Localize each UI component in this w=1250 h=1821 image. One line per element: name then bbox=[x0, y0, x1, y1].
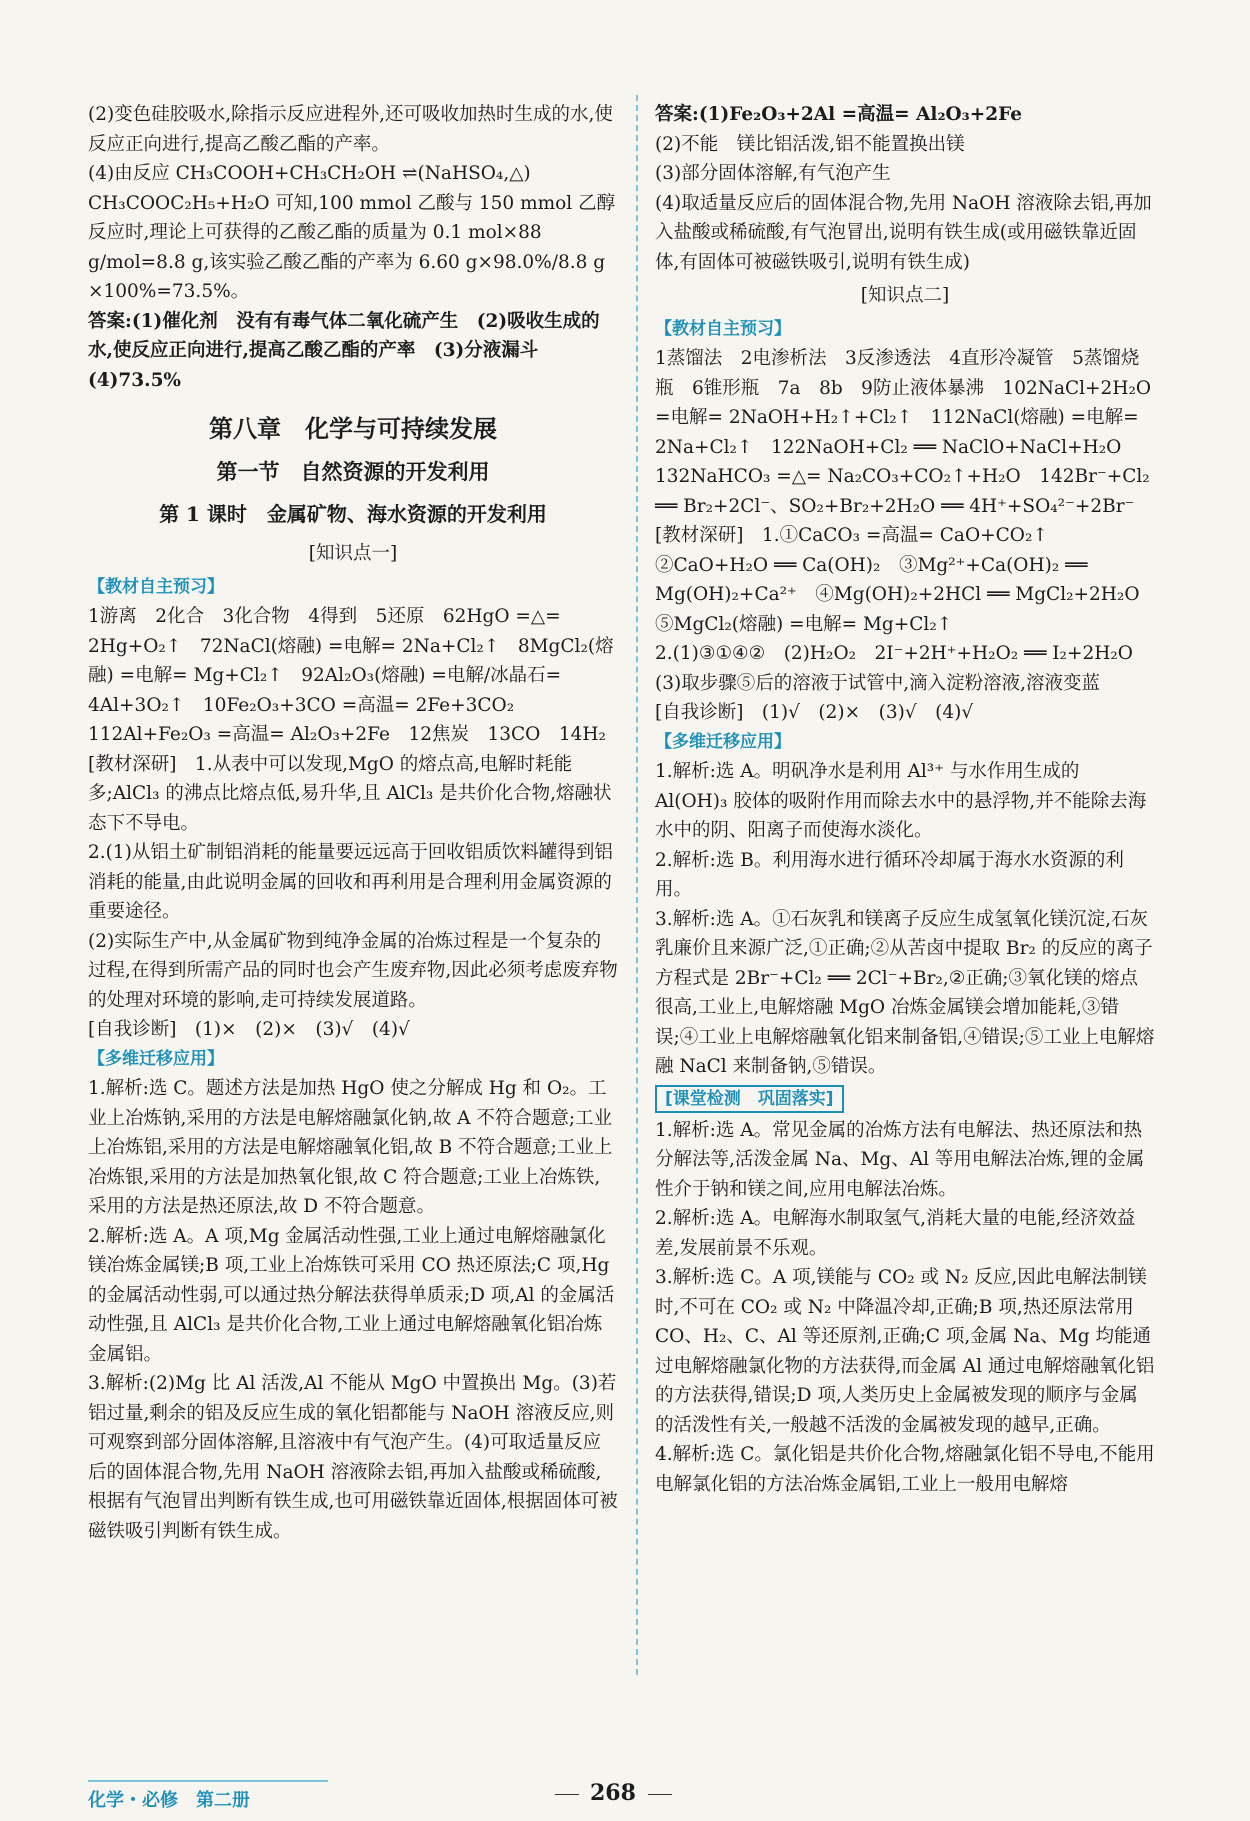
left-tag: 【教材自主预习】 bbox=[88, 576, 224, 597]
right-paragraph: 1.解析:选 A。明矾净水是利用 Al³⁺ 与水作用生成的 Al(OH)₃ 胶体的吸附作用而除去水中的悬浮物,并不能除去海水中的阴、阳离子而使海水淡化。 bbox=[655, 761, 1147, 841]
footer-subject: 化学・必修 第二册 bbox=[88, 1790, 250, 1811]
left-sec: 第一节 自然资源的开发利用 bbox=[216, 459, 490, 484]
left-ans: 答案:(1)催化剂 没有有毒气体二氧化硫产生 (2)吸收生成的水,使反应正向进行,提高乙酸乙酯的产率 (3)分液漏斗 (4)73.5% bbox=[88, 310, 600, 391]
left-column bbox=[88, 100, 618, 1546]
right-paragraph: (4)取适量反应后的固体混合物,先用 NaOH 溶液除去铝,再加入盐酸或稀硫酸,有气泡冒出,说明有铁生成(或用磁铁靠近固体,有固体可被磁铁吸引,说明有铁生成) bbox=[655, 192, 1152, 273]
page-dash-left bbox=[555, 1794, 579, 1795]
left-paragraph: 2.解析:选 A。A 项,Mg 金属活动性强,工业上通过电解熔融氯化镁冶炼金属镁;B 项,工业上冶炼铁可采用 CO 热还原法;C 项,Hg 的金属活动性弱,可以通过热分解法获得单质汞;D 项,Al 的金属活动性强,且 AlCl₃ 是共价化合物,工业上通过电解熔融氧化铝冶炼金属铝。 bbox=[88, 1225, 615, 1365]
right-paragraph: 2.解析:选 A。电解海水制取氢气,消耗大量的电能,经济效益差,发展前景不乐观。 bbox=[655, 1208, 1136, 1259]
right-column bbox=[655, 100, 1159, 1499]
left-paragraph: 3.解析:(2)Mg 比 Al 活泼,Al 不能从 MgO 中置换出 Mg。(3)若铝过量,剩余的铝及反应生成的氧化铝都能与 NaOH 溶液反应,则可观察到部分固体溶解,且溶液中有气泡产生。(4)可取适量反应后的固体混合物,先用 NaOH 溶液除去铝,再加入盐酸或稀硫酸,根据有气泡冒出判断有铁生成,也可用磁铁靠近固体,根据固体可被磁铁吸引判断有铁生成。 bbox=[88, 1373, 618, 1542]
left-paragraph: (2)实际生产中,从金属矿物到纯净金属的冶炼过程是一个复杂的过程,在得到所需产品的同时也会产生废弃物,因此必须考虑废弃物的处理对环境的影响,走可持续发展道路。 bbox=[88, 930, 618, 1011]
right-kp: [知识点二] bbox=[860, 285, 950, 306]
page-number: 268 bbox=[590, 1780, 636, 1806]
right-paragraph: 2.解析:选 B。利用海水进行循环冷却属于海水水资源的利用。 bbox=[655, 849, 1124, 900]
right-ans: 答案:(1)Fe₂O₃+2Al =高温= Al₂O₃+2Fe bbox=[655, 104, 1023, 125]
left-paragraph: (4)由反应 CH₃COOH+CH₃CH₂OH ⇌(NaHSO₄,△) CH₃COOC₂H₅+H₂O 可知,100 mmol 乙酸与 150 mmol 乙醇反应时,理论上可获得的乙酸乙酯的质量为 0.1 mol×88 g/mol=8.8 g,该实验乙酸乙酯的产率为 6.60 g×98.0%/8.8 g ×100%=73.5%。 bbox=[88, 163, 616, 302]
left-paragraph: 2.(1)从铝土矿制铝消耗的能量要远远高于回收铝质饮料罐得到铝消耗的能量,由此说明金属的回收和再利用是合理利用金属资源的重要途径。 bbox=[88, 842, 613, 922]
right-paragraph: [教材深研] 1.①CaCO₃ =高温= CaO+CO₂↑ ②CaO+H₂O ══ Ca(OH)₂ ③Mg²⁺+Ca(OH)₂ ══ Mg(OH)₂+Ca²⁺ ④Mg(OH)₂+2HCl ══ MgCl₂+2H₂O ⑤MgCl₂(熔融) =电解= Mg+Cl₂↑ bbox=[655, 525, 1159, 635]
left-paragraph: [教材深研] 1.从表中可以发现,MgO 的熔点高,电解时耗能多;AlCl₃ 的沸点比熔点低,易升华,且 AlCl₃ 是共价化合物,熔融状态下不导电。 bbox=[88, 753, 612, 834]
left-les: 第 1 课时 金属矿物、海水资源的开发利用 bbox=[159, 502, 547, 526]
page-dash-right bbox=[648, 1794, 672, 1795]
right-paragraph: [自我诊断] (1)√ (2)× (3)√ (4)√ bbox=[655, 702, 974, 723]
left-tag: 【多维迁移应用】 bbox=[88, 1048, 224, 1069]
left-paragraph: (2)变色硅胶吸水,除指示反应进程外,还可吸收加热时生成的水,使反应正向进行,提高乙酸乙酯的产率。 bbox=[88, 104, 613, 155]
right-paragraph: (2)不能 镁比铝活泼,铝不能置换出镁 bbox=[655, 133, 965, 155]
right-paragraph: (3)部分固体溶解,有气泡产生 bbox=[655, 163, 891, 184]
right-tag: 【教材自主预习】 bbox=[655, 318, 791, 339]
right-banner bbox=[655, 1082, 1155, 1116]
left-paragraph: 1.解析:选 C。题述方法是加热 HgO 使之分解成 Hg 和 O₂。工业上冶炼钠,采用的方法是电解熔融氯化钠,故 A 不符合题意;工业上冶炼铝,采用的方法是电解熔融氧化铝,故 B 不符合题意;工业上冶炼银,采用的方法是加热氧化银,故 C 符合题意;工业上冶炼铁,采用的方法是热还原法,故 D 不符合题意。 bbox=[88, 1078, 613, 1217]
section-banner: [课堂检测 巩固落实] bbox=[655, 1085, 844, 1113]
right-paragraph: 3.解析:选 A。①石灰乳和镁离子反应生成氢氧化镁沉淀,石灰乳廉价且来源广泛,①正确;②从苦卤中提取 Br₂ 的反应的离子方程式是 2Br⁻+Cl₂ ══ 2Cl⁻+Br₂,②正确;③氧化镁的熔点很高,工业上,电解熔融 MgO 冶炼金属镁会增加能耗,③错误;④工业上电解熔融氧化铝来制备铝,④错误;⑤工业上电解熔融 NaCl 来制备钠,⑤错误。 bbox=[655, 908, 1155, 1077]
right-paragraph: 1.解析:选 A。常见金属的冶炼方法有电解法、热还原法和热分解法等,活泼金属 Na、Mg、Al 等用电解法冶炼,锂的金属性介于钠和镁之间,应用电解法冶炼。 bbox=[655, 1119, 1145, 1200]
left-paragraph: [自我诊断] (1)× (2)× (3)√ (4)√ bbox=[88, 1019, 410, 1040]
right-paragraph: 4.解析:选 C。氯化铝是共价化合物,熔融氯化铝不导电,不能用电解氯化铝的方法冶炼金属铝,工业上一般用电解熔 bbox=[655, 1444, 1155, 1495]
left-kp: [知识点一] bbox=[308, 543, 398, 564]
left-ch: 第八章 化学与可持续发展 bbox=[209, 414, 497, 443]
right-paragraph: 3.解析:选 C。A 项,镁能与 CO₂ 或 N₂ 反应,因此电解法制镁时,不可在 CO₂ 或 N₂ 中降温冷却,正确;B 项,热还原法常用 CO、H₂、C、Al 等还原剂,正确;C 项,金属 Na、Mg 均能通过电解熔融氯化物的方法获得,而金属 Al 通过电解熔融氧化铝的方法获得,错误;D 项,人类历史上金属被发现的顺序与金属的活泼性有关,一般越不活泼的金属被发现的越早,正确。 bbox=[655, 1267, 1155, 1436]
right-paragraph: 1蒸馏法 2电渗析法 3反渗透法 4直形冷凝管 5蒸馏烧瓶 6锥形瓶 7a 8b 9防止液体暴沸 102NaCl+2H₂O =电解= 2NaOH+H₂↑+Cl₂↑ 112NaCl(熔融) =电解= 2Na+Cl₂↑ 122NaOH+Cl₂ ══ NaClO+NaCl+H₂O 132NaHCO₃ =△= Na₂CO₃+CO₂↑+H₂O 142Br⁻+Cl₂ ══ Br₂+2Cl⁻、SO₂+Br₂+2H₂O ══ 4H⁺+SO₄²⁻+2Br⁻ bbox=[655, 348, 1152, 517]
right-paragraph: 2.(1)③①④② (2)H₂O₂ 2I⁻+2H⁺+H₂O₂ ══ I₂+2H₂O (3)取步骤⑤后的溶液于试管中,滴入淀粉溶液,溶液变蓝 bbox=[655, 643, 1152, 694]
column-divider bbox=[636, 95, 638, 1675]
right-tag: 【多维迁移应用】 bbox=[655, 731, 791, 752]
footer-rule bbox=[88, 1780, 328, 1782]
left-paragraph: 1游离 2化合 3化合物 4得到 5还原 62HgO =△= 2Hg+O₂↑ 72NaCl(熔融) =电解= 2Na+Cl₂↑ 8MgCl₂(熔融) =电解= Mg+Cl₂↑ 92Al₂O₃(熔融) =电解/冰晶石= 4Al+3O₂↑ 10Fe₂O₃+3CO =高温= 2Fe+3CO₂ 112Al+Fe₂O₃ =高温= Al₂O₃+2Fe 12焦炭 13CO 14H₂ bbox=[88, 606, 614, 745]
